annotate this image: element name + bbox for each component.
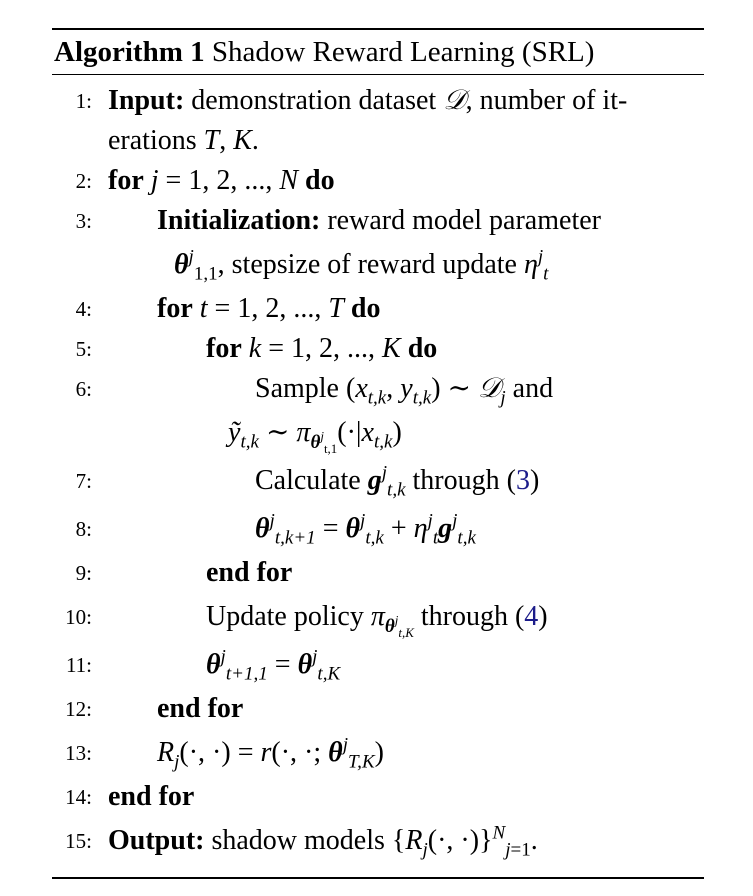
- line-4: 4: for t = 1, 2, ..., T do: [52, 289, 704, 329]
- input-text: erations: [108, 125, 197, 156]
- line-number: 9:: [75, 561, 92, 585]
- output-keyword: Output:: [108, 825, 205, 856]
- algorithm-block: [52, 28, 704, 879]
- line-number: 8:: [75, 517, 92, 541]
- do-keyword: do: [407, 333, 438, 364]
- algorithm-caption: [52, 30, 704, 74]
- line-number: 10:: [65, 605, 92, 629]
- line-2: 2: for j = 1, 2, ..., N do: [52, 161, 704, 201]
- calculate-text: Calculate: [255, 465, 361, 496]
- update-text: Update policy: [206, 601, 364, 632]
- math: j: [150, 165, 159, 196]
- math: 𝒟: [443, 85, 466, 116]
- line-1: [52, 81, 704, 121]
- do-keyword: do: [350, 293, 381, 324]
- line-number: 12:: [65, 697, 92, 721]
- output-text: shadow models: [211, 825, 385, 856]
- line-9: [52, 553, 704, 593]
- line-14: [52, 777, 704, 817]
- line-1-continued: erations T, K.: [108, 125, 259, 156]
- math: k: [248, 333, 262, 364]
- citation-link[interactable]: 4: [524, 601, 539, 632]
- end-for-keyword: end for: [206, 557, 293, 588]
- math: N: [279, 165, 299, 196]
- line-number: 1:: [75, 89, 92, 113]
- for-keyword: for: [206, 333, 242, 364]
- sample-text: Sample: [255, 373, 339, 404]
- citation-link[interactable]: 3: [515, 465, 530, 496]
- and-text: and: [512, 373, 554, 404]
- for-keyword: for: [157, 293, 193, 324]
- input-text: demonstration dataset: [191, 85, 437, 116]
- line-3: [52, 201, 704, 241]
- line-12: [52, 689, 704, 729]
- line-10: 10: Update policy $\pi_{\theta^j_{t,K}}$ through (4): [52, 593, 704, 641]
- line-7: 7: Calculate $g^j_{t,k}$ through (3): [52, 457, 704, 505]
- line-number: 3:: [75, 209, 92, 233]
- init-text: , stepsize of reward update: [217, 249, 517, 280]
- through-text: through: [420, 601, 508, 632]
- end-for-keyword: end for: [157, 693, 244, 724]
- line-number: 13:: [65, 741, 92, 765]
- line-number: 7:: [75, 469, 92, 493]
- line-15: 15: Output: shadow models {$R_j(\cdot$, ·)}$^N_{j=1}$.: [52, 817, 704, 865]
- math: ỹ: [228, 417, 241, 448]
- do-keyword: do: [305, 165, 335, 196]
- line-11: 11: $\theta^j_{t+1,1} = \theta^j_{t,K}$: [52, 641, 704, 689]
- line-5: 5: for k = 1, 2, ..., K do: [52, 329, 704, 369]
- end-for-keyword: end for: [108, 781, 195, 812]
- line-number: 14:: [65, 785, 92, 809]
- init-text: reward model parameter: [327, 205, 601, 236]
- line-8: 8: $\theta^j_{t,k+1} = \theta^j_{t,k} + \eta^j_tg^j_{t,k}$: [52, 505, 704, 553]
- input-keyword: Input:: [108, 85, 185, 116]
- bottom-rule: [52, 877, 704, 879]
- for-keyword: for: [108, 165, 144, 196]
- math: η: [523, 249, 538, 280]
- line-number: 15:: [65, 829, 92, 853]
- line-number: 6:: [75, 377, 92, 401]
- line-number: 11:: [65, 653, 92, 677]
- math: T, K: [203, 125, 252, 156]
- input-text: , number of it-: [465, 85, 628, 116]
- math: g: [367, 465, 382, 496]
- caption-label: Algorithm 1: [54, 36, 205, 68]
- caption-title: Shadow Reward Learning (SRL): [211, 36, 595, 68]
- math: t: [199, 293, 208, 324]
- line-number: 2:: [75, 169, 92, 193]
- math: θ: [174, 249, 189, 280]
- line-3-continued: $\theta^j_{1,1}$, stepsize of reward update $\eta^j_t$: [174, 246, 549, 285]
- math: T: [328, 293, 344, 324]
- line-number: 4:: [75, 297, 92, 321]
- math: K: [382, 333, 401, 364]
- line-6-continued: ỹ$_{t,k}$ ∼ $\pi_{\theta^j_{t,1}}(\cdot|x_{t,k})$: [228, 417, 402, 456]
- through-text: through: [412, 465, 500, 496]
- line-13: 13: $R_j(\cdot$, ·) = r(·, ·; $\theta^j_{T,K}$): [52, 729, 704, 777]
- initialization-keyword: Initialization:: [157, 205, 321, 236]
- line-number: 5:: [75, 337, 92, 361]
- line-6: 6: Sample ($x_{t,k}$, $y_{t,k}$) ∼ 𝒟$_j$ and: [52, 369, 704, 409]
